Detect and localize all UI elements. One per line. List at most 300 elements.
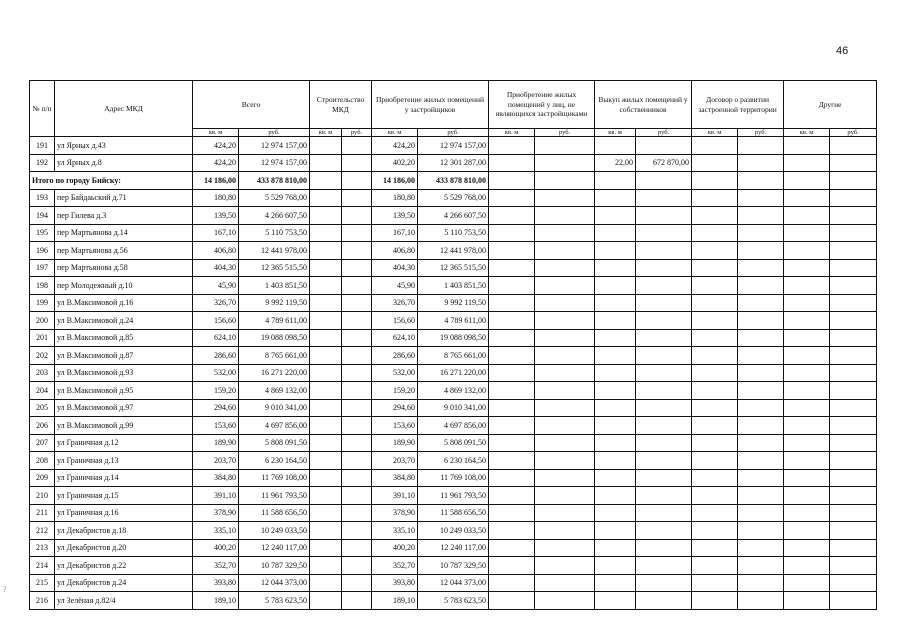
area-cell xyxy=(595,399,636,417)
amount-cell xyxy=(535,382,595,400)
row-number: 212 xyxy=(30,522,55,540)
table-row xyxy=(30,399,877,417)
area-cell xyxy=(310,137,342,155)
area-cell xyxy=(784,399,830,417)
area-cell xyxy=(692,172,738,190)
amount-cell: 11 961 793,50 xyxy=(239,487,310,505)
area-cell xyxy=(489,452,535,470)
area-cell xyxy=(692,224,738,242)
area-cell: 286,60 xyxy=(372,347,418,365)
area-cell xyxy=(310,224,342,242)
amount-cell xyxy=(830,452,877,470)
area-cell: 404,30 xyxy=(372,259,418,277)
amount-cell xyxy=(636,487,692,505)
area-cell xyxy=(595,469,636,487)
amount-cell xyxy=(342,539,372,557)
area-cell xyxy=(692,154,738,172)
amount-cell: 12 044 373,00 xyxy=(239,574,310,592)
area-cell: 400,20 xyxy=(193,539,239,557)
amount-cell: 4 869 132,00 xyxy=(418,382,489,400)
amount-cell xyxy=(738,469,784,487)
address-cell: пер Гилева д.3 xyxy=(55,207,193,225)
amount-cell: 9 010 341,00 xyxy=(239,399,310,417)
area-cell: 404,30 xyxy=(193,259,239,277)
row-number: 198 xyxy=(30,277,55,295)
area-cell xyxy=(595,382,636,400)
table-row xyxy=(30,382,877,400)
col-header-buyout: Выкуп жилых помещений у собственников xyxy=(595,81,692,129)
amount-cell xyxy=(738,452,784,470)
amount-cell: 12 301 287,00 xyxy=(418,154,489,172)
row-number: 192 xyxy=(30,154,55,172)
area-cell: 153,60 xyxy=(372,417,418,435)
amount-cell xyxy=(636,329,692,347)
amount-cell: 5 110 753,50 xyxy=(418,224,489,242)
amount-cell: 11 588 656,50 xyxy=(239,504,310,522)
row-number: 194 xyxy=(30,207,55,225)
address-cell: ул В.Максимовой д.24 xyxy=(55,312,193,330)
area-cell xyxy=(595,224,636,242)
amount-cell xyxy=(738,539,784,557)
address-cell: ул Декабристов д.22 xyxy=(55,557,193,575)
area-cell xyxy=(310,172,342,190)
area-cell: 203,70 xyxy=(193,452,239,470)
area-cell xyxy=(310,487,342,505)
area-cell: 406,80 xyxy=(193,242,239,260)
area-cell: 180,80 xyxy=(372,189,418,207)
address-cell: ул В.Максимовой д.99 xyxy=(55,417,193,435)
amount-cell xyxy=(830,417,877,435)
amount-cell xyxy=(738,382,784,400)
table-row xyxy=(30,154,877,172)
amount-cell xyxy=(342,259,372,277)
row-number: 200 xyxy=(30,312,55,330)
amount-cell xyxy=(342,574,372,592)
amount-cell: 1 403 851,50 xyxy=(239,277,310,295)
table-row xyxy=(30,259,877,277)
amount-cell xyxy=(738,137,784,155)
address-cell: ул Ярных д.8 xyxy=(55,154,193,172)
area-cell: 402,20 xyxy=(372,154,418,172)
table-row xyxy=(30,557,877,575)
col-header-purchase-non-developers: Приобретение жилых помещений у лиц, не являющихся застройщиками xyxy=(489,81,595,129)
amount-cell xyxy=(738,154,784,172)
amount-cell xyxy=(636,452,692,470)
amount-cell xyxy=(830,522,877,540)
area-cell xyxy=(595,574,636,592)
row-number: 206 xyxy=(30,417,55,435)
amount-cell xyxy=(738,504,784,522)
area-cell xyxy=(310,347,342,365)
amount-cell xyxy=(535,487,595,505)
area-cell: 14 186,00 xyxy=(372,172,418,190)
area-cell xyxy=(595,487,636,505)
amount-cell xyxy=(342,224,372,242)
area-cell: 406,80 xyxy=(372,242,418,260)
amount-cell xyxy=(535,417,595,435)
row-number: 214 xyxy=(30,557,55,575)
area-cell xyxy=(489,259,535,277)
area-cell xyxy=(310,574,342,592)
area-cell xyxy=(784,592,830,610)
amount-cell xyxy=(636,557,692,575)
area-cell xyxy=(489,574,535,592)
amount-cell xyxy=(738,312,784,330)
amount-cell: 9 992 119,50 xyxy=(239,294,310,312)
area-cell: 153,60 xyxy=(193,417,239,435)
amount-cell: 10 787 329,50 xyxy=(418,557,489,575)
amount-cell xyxy=(830,539,877,557)
area-cell xyxy=(595,452,636,470)
amount-cell xyxy=(636,277,692,295)
amount-cell: 5 808 091,50 xyxy=(418,434,489,452)
area-cell xyxy=(310,259,342,277)
table-row xyxy=(30,242,877,260)
unit-header: руб. xyxy=(830,129,877,137)
area-cell xyxy=(784,452,830,470)
area-cell: 22,00 xyxy=(595,154,636,172)
area-cell xyxy=(595,207,636,225)
area-cell: 624,10 xyxy=(372,329,418,347)
amount-cell xyxy=(830,487,877,505)
amount-cell xyxy=(535,277,595,295)
area-cell xyxy=(489,382,535,400)
amount-cell xyxy=(830,574,877,592)
col-header-construction: Строительство МКД xyxy=(310,81,372,129)
amount-cell: 10 787 329,50 xyxy=(239,557,310,575)
amount-cell xyxy=(535,592,595,610)
area-cell: 393,80 xyxy=(372,574,418,592)
amount-cell xyxy=(830,469,877,487)
area-cell xyxy=(692,364,738,382)
address-cell: ул В.Максимовой д.95 xyxy=(55,382,193,400)
address-cell: пер Байдаьский д.71 xyxy=(55,189,193,207)
area-cell xyxy=(784,364,830,382)
area-cell xyxy=(310,504,342,522)
unit-header: руб. xyxy=(535,129,595,137)
area-cell xyxy=(595,259,636,277)
amount-cell xyxy=(535,224,595,242)
area-cell xyxy=(310,399,342,417)
area-cell: 14 186,00 xyxy=(193,172,239,190)
row-number: 196 xyxy=(30,242,55,260)
area-cell: 294,60 xyxy=(193,399,239,417)
area-cell xyxy=(692,434,738,452)
amount-cell xyxy=(636,312,692,330)
area-cell xyxy=(692,347,738,365)
area-cell xyxy=(310,154,342,172)
amount-cell xyxy=(738,522,784,540)
table-row xyxy=(30,592,877,610)
amount-cell xyxy=(342,277,372,295)
area-cell xyxy=(784,434,830,452)
row-number: 202 xyxy=(30,347,55,365)
area-cell xyxy=(784,242,830,260)
amount-cell xyxy=(830,329,877,347)
area-cell xyxy=(784,539,830,557)
amount-cell xyxy=(636,574,692,592)
amount-cell xyxy=(535,137,595,155)
area-cell xyxy=(489,399,535,417)
amount-cell: 12 974 157,00 xyxy=(239,154,310,172)
area-cell xyxy=(310,277,342,295)
amount-cell: 5 110 753,50 xyxy=(239,224,310,242)
area-cell: 159,20 xyxy=(193,382,239,400)
col-header-other: Другие xyxy=(784,81,877,129)
amount-cell xyxy=(342,417,372,435)
area-cell xyxy=(692,294,738,312)
area-cell xyxy=(784,277,830,295)
unit-header: кв. м xyxy=(784,129,830,137)
amount-cell xyxy=(535,434,595,452)
amount-cell xyxy=(636,539,692,557)
amount-cell: 10 249 033,50 xyxy=(239,522,310,540)
area-cell: 189,10 xyxy=(372,592,418,610)
table-row xyxy=(30,207,877,225)
address-cell: ул В.Максимовой д.93 xyxy=(55,364,193,382)
area-cell xyxy=(692,242,738,260)
amount-cell xyxy=(738,487,784,505)
area-cell xyxy=(784,504,830,522)
area-cell xyxy=(595,434,636,452)
amount-cell: 11 769 108,00 xyxy=(239,469,310,487)
area-cell xyxy=(310,294,342,312)
row-number: 207 xyxy=(30,434,55,452)
col-header-total: Всего xyxy=(193,81,310,129)
amount-cell: 10 249 033,50 xyxy=(418,522,489,540)
amount-cell xyxy=(738,294,784,312)
amount-cell xyxy=(636,592,692,610)
amount-cell xyxy=(738,417,784,435)
area-cell: 139,50 xyxy=(372,207,418,225)
area-cell: 391,10 xyxy=(372,487,418,505)
area-cell xyxy=(595,522,636,540)
area-cell xyxy=(784,259,830,277)
area-cell: 424,20 xyxy=(193,137,239,155)
row-number: 215 xyxy=(30,574,55,592)
table-row xyxy=(30,434,877,452)
amount-cell xyxy=(342,364,372,382)
row-number: 204 xyxy=(30,382,55,400)
area-cell xyxy=(784,137,830,155)
amount-cell xyxy=(342,592,372,610)
amount-cell xyxy=(342,504,372,522)
amount-cell xyxy=(636,364,692,382)
amount-cell xyxy=(830,294,877,312)
address-cell: пер Мартьянова д.58 xyxy=(55,259,193,277)
area-cell xyxy=(692,522,738,540)
area-cell xyxy=(489,417,535,435)
amount-cell xyxy=(738,207,784,225)
amount-cell xyxy=(535,469,595,487)
area-cell: 167,10 xyxy=(372,224,418,242)
amount-cell: 5 529 768,00 xyxy=(239,189,310,207)
area-cell: 203,70 xyxy=(372,452,418,470)
unit-header: кв. м xyxy=(692,129,738,137)
area-cell xyxy=(784,154,830,172)
amount-cell: 4 789 611,00 xyxy=(239,312,310,330)
row-number: 201 xyxy=(30,329,55,347)
row-number: 203 xyxy=(30,364,55,382)
area-cell xyxy=(784,329,830,347)
area-cell: 378,90 xyxy=(193,504,239,522)
table-row xyxy=(30,417,877,435)
area-cell: 352,70 xyxy=(372,557,418,575)
amount-cell xyxy=(738,259,784,277)
amount-cell: 11 769 108,00 xyxy=(418,469,489,487)
area-cell xyxy=(489,347,535,365)
area-cell xyxy=(692,382,738,400)
amount-cell xyxy=(535,329,595,347)
address-cell: ул В.Максимовой д.16 xyxy=(55,294,193,312)
area-cell xyxy=(595,504,636,522)
amount-cell: 4 697 856,00 xyxy=(418,417,489,435)
area-cell xyxy=(489,207,535,225)
area-cell: 180,80 xyxy=(193,189,239,207)
amount-cell xyxy=(535,347,595,365)
address-cell: ул Декабристов д.20 xyxy=(55,539,193,557)
area-cell xyxy=(489,592,535,610)
area-cell: 326,70 xyxy=(193,294,239,312)
amount-cell: 19 088 098,50 xyxy=(418,329,489,347)
table-row xyxy=(30,487,877,505)
amount-cell: 1 403 851,50 xyxy=(418,277,489,295)
area-cell xyxy=(489,224,535,242)
area-cell: 45,90 xyxy=(193,277,239,295)
area-cell xyxy=(692,417,738,435)
amount-cell: 16 271 220,00 xyxy=(418,364,489,382)
amount-cell xyxy=(535,154,595,172)
amount-cell xyxy=(636,504,692,522)
margin-mark: ? xyxy=(3,585,7,594)
area-cell xyxy=(489,522,535,540)
area-cell xyxy=(489,242,535,260)
area-cell xyxy=(692,329,738,347)
amount-cell xyxy=(636,137,692,155)
area-cell: 532,00 xyxy=(193,364,239,382)
amount-cell xyxy=(738,189,784,207)
area-cell xyxy=(784,574,830,592)
area-cell: 400,20 xyxy=(372,539,418,557)
amount-cell xyxy=(636,294,692,312)
table-row xyxy=(30,574,877,592)
amount-cell xyxy=(535,557,595,575)
amount-cell: 6 230 164,50 xyxy=(418,452,489,470)
area-cell xyxy=(489,539,535,557)
housing-register-table xyxy=(29,80,877,610)
amount-cell: 11 588 656,50 xyxy=(418,504,489,522)
area-cell: 326,70 xyxy=(372,294,418,312)
amount-cell xyxy=(738,347,784,365)
area-cell xyxy=(595,189,636,207)
col-header-purchase-developers: Приобретение жилых помещений у застройщиков xyxy=(372,81,489,129)
area-cell xyxy=(692,189,738,207)
row-number: 199 xyxy=(30,294,55,312)
address-cell: ул Граничная д.13 xyxy=(55,452,193,470)
amount-cell: 4 789 611,00 xyxy=(418,312,489,330)
amount-cell xyxy=(636,242,692,260)
page-number: 46 xyxy=(836,45,849,57)
amount-cell xyxy=(830,557,877,575)
address-cell: ул В.Максимовой д.87 xyxy=(55,347,193,365)
area-cell xyxy=(595,557,636,575)
area-cell: 624,10 xyxy=(193,329,239,347)
amount-cell xyxy=(636,399,692,417)
area-cell xyxy=(692,557,738,575)
area-cell: 393,80 xyxy=(193,574,239,592)
col-header-territory: Договор о развитии застроенной территории xyxy=(692,81,784,129)
area-cell xyxy=(310,382,342,400)
amount-cell xyxy=(636,189,692,207)
amount-cell: 8 765 661,00 xyxy=(418,347,489,365)
area-cell: 156,60 xyxy=(372,312,418,330)
area-cell xyxy=(595,417,636,435)
area-cell xyxy=(489,172,535,190)
table-row xyxy=(30,137,877,155)
area-cell xyxy=(692,539,738,557)
area-cell xyxy=(310,557,342,575)
table-row xyxy=(30,312,877,330)
amount-cell xyxy=(830,242,877,260)
area-cell xyxy=(489,189,535,207)
area-cell: 378,90 xyxy=(372,504,418,522)
address-cell: ул Декабристов д.18 xyxy=(55,522,193,540)
amount-cell: 5 529 768,00 xyxy=(418,189,489,207)
area-cell xyxy=(692,592,738,610)
area-cell xyxy=(310,312,342,330)
area-cell xyxy=(692,312,738,330)
area-cell xyxy=(489,277,535,295)
amount-cell: 5 808 091,50 xyxy=(239,434,310,452)
table-row xyxy=(30,469,877,487)
amount-cell xyxy=(830,312,877,330)
area-cell xyxy=(489,469,535,487)
amount-cell xyxy=(342,242,372,260)
area-cell: 384,80 xyxy=(193,469,239,487)
amount-cell xyxy=(535,539,595,557)
area-cell xyxy=(784,382,830,400)
amount-cell: 12 365 515,50 xyxy=(239,259,310,277)
area-cell: 189,10 xyxy=(193,592,239,610)
amount-cell xyxy=(830,364,877,382)
area-cell xyxy=(595,172,636,190)
address-cell: ул Декабристов д.24 xyxy=(55,574,193,592)
area-cell xyxy=(310,242,342,260)
amount-cell: 8 765 661,00 xyxy=(239,347,310,365)
area-cell: 352,70 xyxy=(193,557,239,575)
col-header-num: № п/п xyxy=(30,81,55,137)
area-cell xyxy=(692,469,738,487)
amount-cell: 4 266 607,50 xyxy=(418,207,489,225)
address-cell: ул Зелёная д.82/4 xyxy=(55,592,193,610)
amount-cell xyxy=(342,172,372,190)
area-cell: 424,20 xyxy=(372,137,418,155)
unit-header: руб. xyxy=(738,129,784,137)
amount-cell xyxy=(636,434,692,452)
row-number: 216 xyxy=(30,592,55,610)
amount-cell: 12 365 515,50 xyxy=(418,259,489,277)
area-cell xyxy=(489,504,535,522)
address-cell: пер Мартьянова д.14 xyxy=(55,224,193,242)
area-cell xyxy=(784,557,830,575)
area-cell xyxy=(489,434,535,452)
amount-cell xyxy=(830,189,877,207)
area-cell xyxy=(595,347,636,365)
area-cell xyxy=(784,294,830,312)
area-cell: 286,60 xyxy=(193,347,239,365)
area-cell: 335,10 xyxy=(193,522,239,540)
area-cell: 424,20 xyxy=(193,154,239,172)
